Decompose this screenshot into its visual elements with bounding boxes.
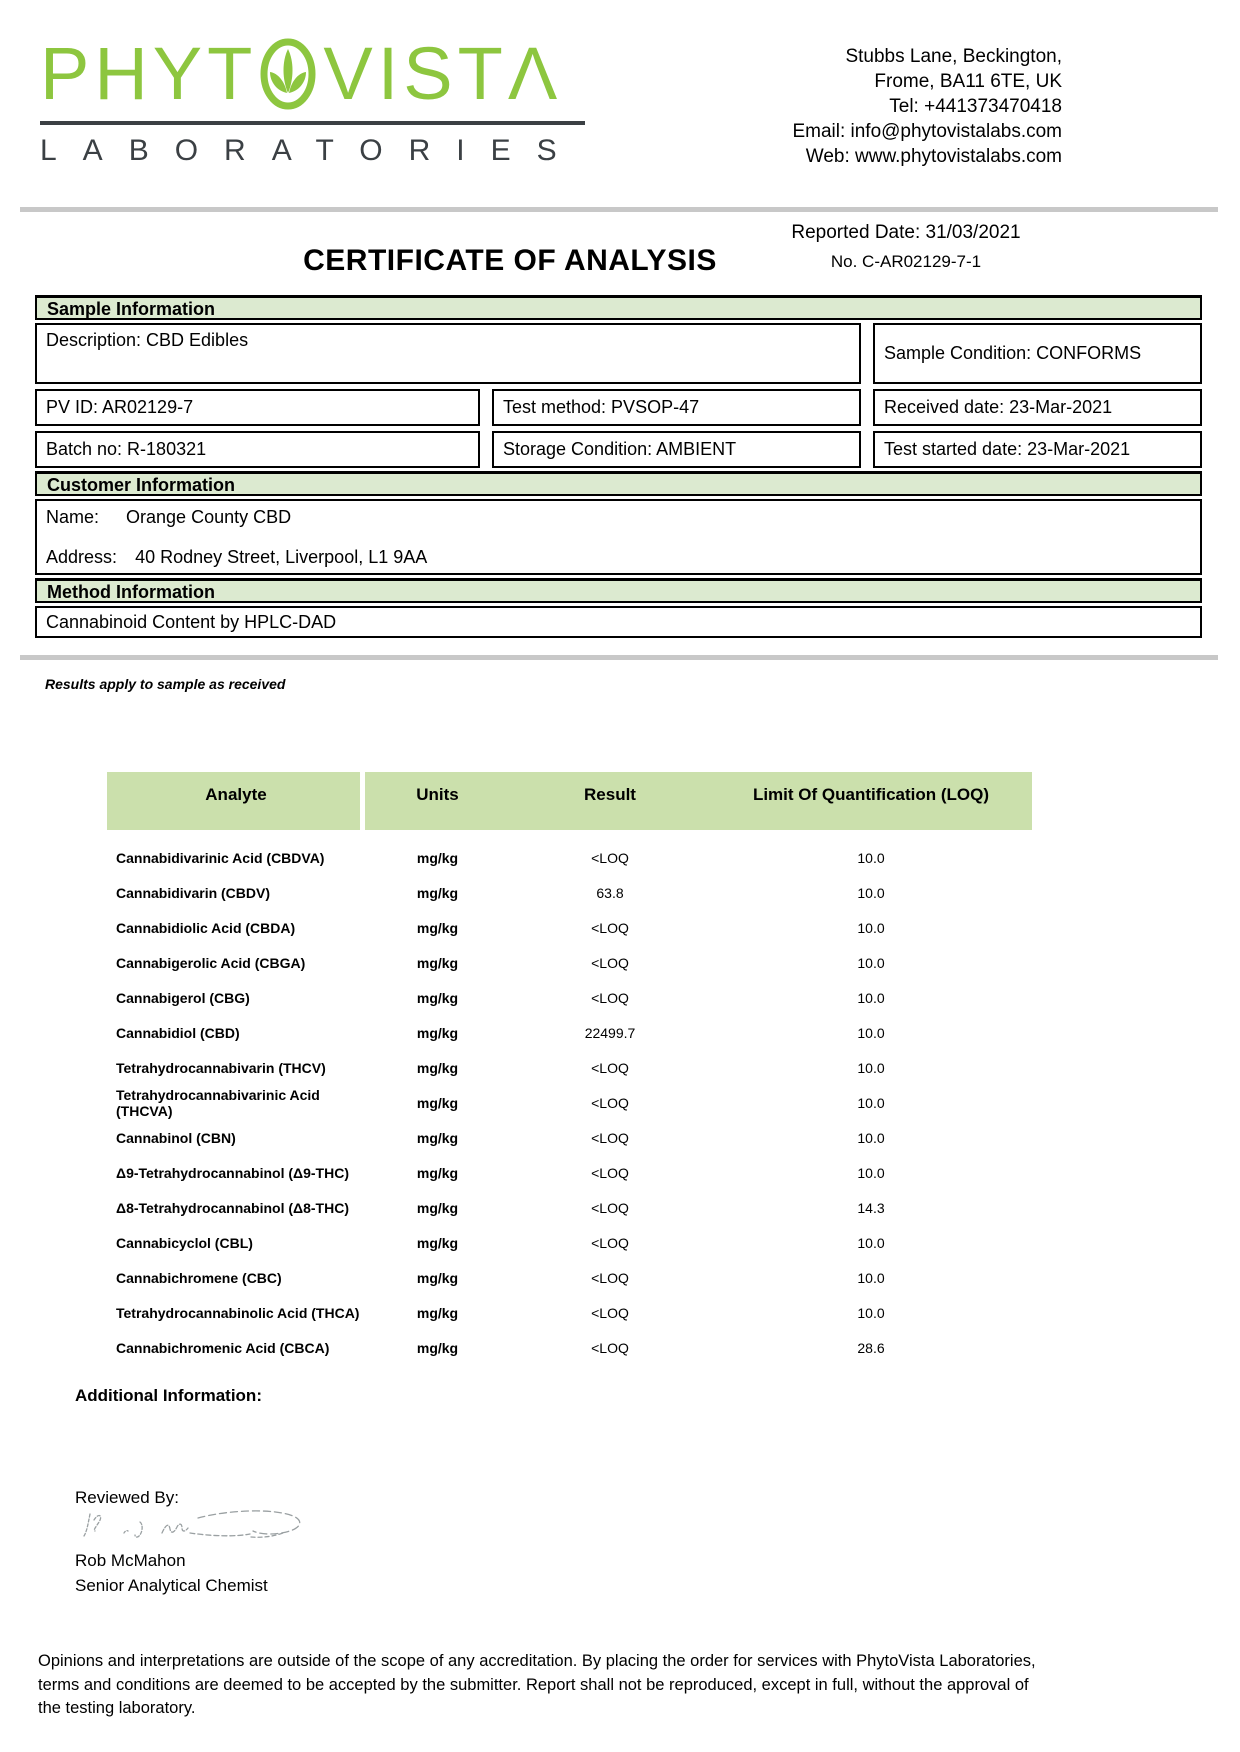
table-row: [107, 840, 1032, 875]
table-row: [107, 1260, 1032, 1295]
cell-units: mg/kg: [416, 884, 459, 901]
customer-address-line: [46, 547, 1191, 568]
brand-name: [40, 30, 588, 118]
cell-result: <LOQ: [591, 1129, 629, 1146]
leaf-logo-icon: [259, 37, 317, 111]
table-row: [107, 1015, 1032, 1050]
cell-units: mg/kg: [416, 1339, 459, 1356]
cell-result: <LOQ: [591, 1094, 629, 1111]
cell-analyte: Tetrahydrocannabivarinic Acid (THCVA): [116, 1086, 320, 1119]
brand-logo: [40, 30, 588, 168]
table-header-row: [107, 785, 1032, 805]
cell-result: <LOQ: [591, 1269, 629, 1286]
lab-address-line1: Stubbs Lane, Beckington,: [845, 46, 1062, 67]
table-row: [107, 1120, 1032, 1155]
cell-units: mg/kg: [416, 1269, 459, 1286]
cell-units: mg/kg: [416, 1024, 459, 1041]
section-divider: [20, 655, 1218, 660]
cell-loq: 10.0: [857, 1269, 885, 1286]
cell-units: mg/kg: [416, 1059, 459, 1076]
cell-result: <LOQ: [591, 989, 629, 1006]
cell-result: <LOQ: [591, 1234, 629, 1251]
lab-web: Web: www.phytovistalabs.com: [805, 146, 1062, 167]
cell-loq: 10.0: [857, 954, 885, 971]
table-row: [107, 910, 1032, 945]
cell-units: mg/kg: [416, 849, 459, 866]
cell-analyte: Cannabigerolic Acid (CBGA): [116, 954, 306, 971]
sample-info-row-1: [35, 323, 1202, 384]
reviewer-title: Senior Analytical Chemist: [75, 1576, 268, 1595]
footer-line: the testing laboratory.: [38, 1699, 196, 1717]
cell-loq: 10.0: [857, 1164, 885, 1181]
cell-loq: 10.0: [857, 1024, 885, 1041]
cell-loq: 10.0: [857, 1234, 885, 1251]
cell-result: <LOQ: [591, 954, 629, 971]
report-number: No. C-AR02129-7-1: [830, 252, 982, 271]
reported-date: Reported Date: 31/03/2021: [791, 222, 1021, 243]
sample-info-header: Sample Information: [35, 295, 1202, 320]
results-table-body: [107, 840, 1032, 1365]
lab-contact-block: [690, 44, 1062, 169]
cell-analyte: Δ9-Tetrahydrocannabinol (Δ9-THC): [116, 1164, 349, 1181]
column-header-loq: Limit Of Quantification (LOQ): [752, 785, 990, 804]
footer-line: Opinions and interpretations are outside of the scope of any accreditation. By placing the order for services with PhytoVista Laboratories,: [38, 1652, 1036, 1670]
signature-image: [78, 1506, 313, 1554]
cell-result: <LOQ: [591, 1304, 629, 1321]
cell-analyte: Cannabidivarinic Acid (CBDVA): [116, 849, 325, 866]
lab-email: Email: info@phytovistalabs.com: [792, 121, 1062, 142]
cell-units: mg/kg: [416, 1129, 459, 1146]
column-header-analyte: Analyte: [205, 785, 267, 804]
cell-analyte: Cannabigerol (CBG): [116, 989, 250, 1006]
cell-result: <LOQ: [591, 849, 629, 866]
cell-analyte: Tetrahydrocannabivarin (THCV): [116, 1059, 326, 1076]
column-header-units: Units: [416, 785, 459, 804]
cell-units: mg/kg: [416, 1094, 459, 1111]
header-divider: [20, 207, 1218, 212]
brand-subtitle: LABORATORIES: [40, 134, 583, 167]
cell-loq: 14.3: [857, 1199, 885, 1216]
cell-loq: 10.0: [857, 884, 885, 901]
cell-analyte: Cannabichromenic Acid (CBCA): [116, 1339, 330, 1356]
sample-info-row-2: [35, 389, 1202, 426]
sample-condition-cell: Sample Condition: CONFORMS: [873, 323, 1202, 384]
customer-name-label: Name:: [46, 507, 100, 527]
brand-rule: [40, 121, 585, 125]
page-title: CERTIFICATE OF ANALYSIS: [303, 244, 717, 277]
customer-address-label: Address:: [46, 547, 118, 567]
cell-analyte: Cannabichromene (CBC): [116, 1269, 282, 1286]
brand-name-part1: PHYT: [40, 32, 258, 115]
cell-loq: 10.0: [857, 919, 885, 936]
cell-analyte: Cannabidiolic Acid (CBDA): [116, 919, 296, 936]
table-row: [107, 1330, 1032, 1365]
cell-result: <LOQ: [591, 1339, 629, 1356]
test-method-cell: Test method: PVSOP-47: [492, 389, 861, 426]
table-row: [107, 1050, 1032, 1085]
lab-address-line2: Frome, BA11 6TE, UK: [874, 71, 1062, 92]
column-header-result: Result: [584, 785, 636, 804]
cell-loq: 10.0: [857, 1304, 885, 1321]
cell-result: <LOQ: [591, 1059, 629, 1076]
table-row: [107, 1190, 1032, 1225]
cell-result: <LOQ: [591, 919, 629, 936]
cell-analyte: Cannabicyclol (CBL): [116, 1234, 253, 1251]
table-row: [107, 1085, 1032, 1120]
cell-units: mg/kg: [416, 954, 459, 971]
customer-name-line: [46, 507, 1191, 528]
cell-analyte: Δ8-Tetrahydrocannabinol (Δ8-THC): [116, 1199, 349, 1216]
lab-phone: Tel: +441373470418: [889, 96, 1062, 117]
method-info-header: Method Information: [35, 578, 1202, 603]
cell-units: mg/kg: [416, 989, 459, 1006]
cell-loq: 10.0: [857, 849, 885, 866]
cell-result: <LOQ: [591, 1199, 629, 1216]
brand-name-part2: VISTΛ: [323, 32, 563, 115]
cell-units: mg/kg: [416, 1199, 459, 1216]
table-row: [107, 1155, 1032, 1190]
batch-no-cell: Batch no: R-180321: [35, 431, 480, 468]
method-info-box: Cannabinoid Content by HPLC-DAD: [35, 606, 1202, 638]
cell-loq: 28.6: [857, 1339, 885, 1356]
cell-loq: 10.0: [857, 1094, 885, 1111]
cell-units: mg/kg: [416, 919, 459, 936]
table-row: [107, 980, 1032, 1015]
cell-analyte: Tetrahydrocannabinolic Acid (THCA): [116, 1304, 360, 1321]
sample-description-cell: Description: CBD Edibles: [35, 323, 861, 384]
cell-loq: 10.0: [857, 1129, 885, 1146]
cell-loq: 10.0: [857, 989, 885, 1006]
cell-units: mg/kg: [416, 1304, 459, 1321]
sample-info-row-3: [35, 431, 1202, 468]
cell-loq: 10.0: [857, 1059, 885, 1076]
reviewer-name: Rob McMahon: [75, 1551, 186, 1570]
customer-info-box: [35, 499, 1202, 575]
table-row: [107, 1295, 1032, 1330]
storage-condition-cell: Storage Condition: AMBIENT: [492, 431, 861, 468]
customer-name-value: Orange County CBD: [126, 507, 292, 527]
cell-result: <LOQ: [591, 1164, 629, 1181]
pv-id-cell: PV ID: AR02129-7: [35, 389, 480, 426]
customer-info-header: Customer Information: [35, 471, 1202, 496]
customer-address-value: 40 Rodney Street, Liverpool, L1 9AA: [135, 547, 428, 567]
cell-result: 63.8: [596, 884, 624, 901]
cell-analyte: Cannabidivarin (CBDV): [116, 884, 271, 901]
cell-result: 22499.7: [584, 1024, 636, 1041]
cell-analyte: Cannabidiol (CBD): [116, 1024, 240, 1041]
cell-units: mg/kg: [416, 1164, 459, 1181]
table-row: [107, 1225, 1032, 1260]
footer-disclaimer: [38, 1650, 1208, 1721]
cell-analyte: Cannabinol (CBN): [116, 1129, 236, 1146]
table-row: [107, 875, 1032, 910]
received-date-cell: Received date: 23-Mar-2021: [873, 389, 1202, 426]
additional-info-title: Additional Information:: [75, 1386, 262, 1405]
test-started-date-cell: Test started date: 23-Mar-2021: [873, 431, 1202, 468]
reviewed-by-label: Reviewed By:: [75, 1488, 179, 1507]
results-note: Results apply to sample as received: [45, 676, 286, 692]
cell-units: mg/kg: [416, 1234, 459, 1251]
footer-line: terms and conditions are deemed to be accepted by the submitter. Report shall not be reproduced, except in full, without the approval of: [38, 1675, 1029, 1694]
table-row: [107, 945, 1032, 980]
